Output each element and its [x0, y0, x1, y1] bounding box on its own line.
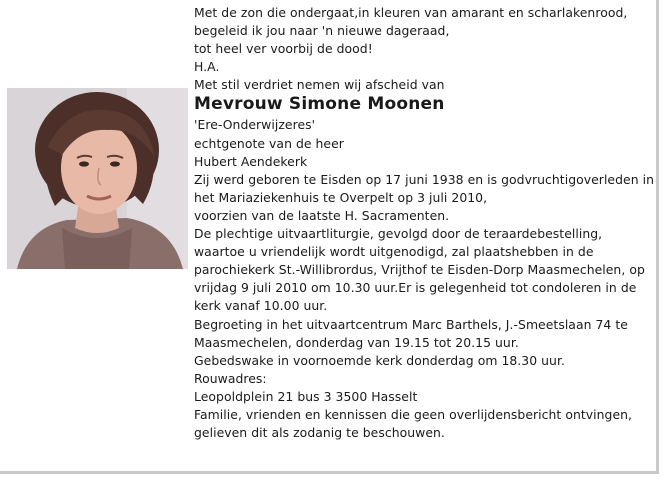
- detail-line: parochiekerk St.-Willibrordus, Vrijthof te Eisden-Dorp Maasmechelen, op: [194, 262, 645, 278]
- intro-line: Met stil verdriet nemen wij afscheid van: [194, 77, 445, 93]
- poem-line: begeleid ik jou naar 'n nieuwe dageraad,: [194, 23, 450, 39]
- poem-signature: H.A.: [194, 59, 220, 75]
- detail-line: Gebedswake in voornoemde kerk donderdag om 18.30 uur.: [194, 352, 565, 368]
- detail-line: Leopoldplein 21 bus 3 3500 Hasselt: [194, 388, 418, 404]
- poem-line: tot heel ver voorbij de dood!: [194, 41, 373, 57]
- detail-line: Rouwadres:: [194, 370, 267, 386]
- portrait-photo: [7, 88, 188, 269]
- detail-line: Zij werd geboren te Eisden op 17 juni 1938 en is godvruchtigoverleden in: [194, 171, 654, 187]
- detail-line: Maasmechelen, donderdag van 19.15 tot 20.15 uur.: [194, 334, 519, 350]
- deceased-name: Mevrouw Simone Moonen: [194, 94, 445, 115]
- detail-line: het Mariaziekenhuis te Overpelt op 3 juli 2010,: [194, 189, 488, 205]
- portrait-illustration: [7, 88, 188, 269]
- detail-line: waartoe u vriendelijk wordt uitgenodigd, zal plaatshebben in de: [194, 244, 594, 260]
- detail-line: voorzien van de laatste H. Sacramenten.: [194, 207, 450, 223]
- detail-line: 'Ere-Onderwijzeres': [194, 117, 316, 133]
- detail-line: gelieven dit als zodanig te beschouwen.: [194, 425, 445, 441]
- detail-line: echtgenote van de heer: [194, 135, 344, 151]
- obituary-text: [194, 4, 656, 442]
- detail-line: vrijdag 9 juli 2010 om 10.30 uur.Er is gelegenheid tot condoleren in de: [194, 280, 637, 296]
- poem-line: Met de zon die ondergaat,in kleuren van amarant en scharlakenrood,: [194, 5, 628, 20]
- detail-line: Hubert Aendekerk: [194, 153, 308, 169]
- detail-line: De plechtige uitvaartliturgie, gevolgd door de teraardebestelling,: [194, 226, 603, 242]
- detail-line: Begroeting in het uitvaartcentrum Marc Barthels, J.-Smeetslaan 74 te: [194, 316, 628, 332]
- detail-line: Familie, vrienden en kennissen die geen overlijdensbericht ontvingen,: [194, 406, 633, 422]
- detail-line: kerk vanaf 10.00 uur.: [194, 298, 328, 314]
